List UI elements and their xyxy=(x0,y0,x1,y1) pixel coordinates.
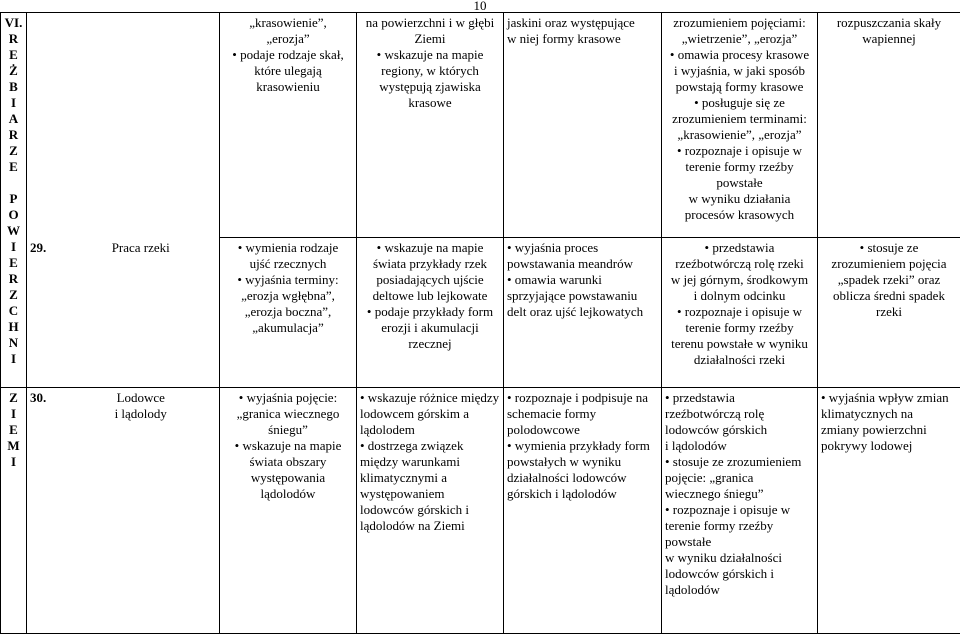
cell-empty xyxy=(27,13,220,238)
section-title-vertical xyxy=(4,31,23,367)
text-line: • dostrzega związek xyxy=(360,438,464,453)
text-line: krasowe xyxy=(408,95,452,110)
section-title-letter: I xyxy=(10,95,17,110)
lesson-topic: Praca rzeki xyxy=(63,238,220,388)
cell-req-advanced xyxy=(504,13,662,238)
req-top-text xyxy=(821,390,957,454)
text-line: klimatycznych na xyxy=(821,406,914,421)
text-line: „krasowienie”, „erozja” xyxy=(677,127,802,142)
text-line: • wymienia rodzaje xyxy=(237,240,339,255)
text-line: działalności rzeki xyxy=(693,352,786,367)
text-line: ujść rzecznych xyxy=(249,256,327,271)
section-title-letter: W xyxy=(7,223,20,238)
text-line: lądolodem xyxy=(360,422,415,437)
text-line: wapiennej xyxy=(862,31,916,46)
text-line: • wyjaśnia wpływ zmian xyxy=(821,390,949,405)
section-title-letter: R xyxy=(8,127,19,142)
text-line: • rozpoznaje i podpisuje na xyxy=(507,390,649,405)
table-row-30 xyxy=(1,388,960,634)
lesson-number: 30. xyxy=(27,388,63,634)
section-title-letter: I xyxy=(10,239,17,254)
text-line: powstałe xyxy=(665,534,712,549)
curriculum-table xyxy=(0,12,960,634)
text-line: krasowieniu xyxy=(256,79,320,94)
text-line: jaskini oraz występujące xyxy=(507,15,635,30)
req-basic-text xyxy=(223,390,353,502)
text-line: • omawia procesy krasowe xyxy=(669,47,810,62)
text-line: na powierzchni i w głębi xyxy=(365,15,495,30)
lesson-topic-line: i lądolody xyxy=(114,406,167,421)
req-extended-text xyxy=(360,390,500,534)
text-line: terenie formy rzeźby xyxy=(685,320,794,335)
text-line: • wskazuje na mapie xyxy=(376,240,484,255)
text-line: lodowców górskich i xyxy=(665,566,775,581)
section-title-letter: H xyxy=(8,319,19,334)
section-title-letter: A xyxy=(8,111,19,126)
section-title-letter: R xyxy=(8,271,19,286)
text-line: zmiany powierzchni xyxy=(821,422,927,437)
text-line: „spadek rzeki” oraz xyxy=(837,272,941,287)
req-basic-text xyxy=(223,240,353,336)
section-title-letter: I xyxy=(10,454,17,469)
text-line: procesów krasowych xyxy=(684,207,795,222)
text-line: • rozpoznaje i opisuje w xyxy=(676,143,803,158)
section-number: VI. xyxy=(4,15,23,30)
text-line: • wskazuje na mapie xyxy=(376,47,484,62)
text-line: • przedstawia xyxy=(704,240,775,255)
text-line: zrozumieniem terminami: xyxy=(672,111,807,126)
section-title-letter: I xyxy=(10,406,17,421)
section-title-letter: M xyxy=(7,438,20,453)
text-line: terenie formy rzeźby xyxy=(685,159,794,174)
text-line: w wyniku działania xyxy=(688,191,791,206)
text-line: • wskazuje różnice między xyxy=(360,390,500,405)
section-title-letter: E xyxy=(9,47,18,62)
text-line: w niej formy krasowe xyxy=(507,31,621,46)
cell-req-high xyxy=(662,13,818,238)
text-line: świata przykłady rzek xyxy=(372,256,488,271)
text-line: • omawia warunki xyxy=(507,272,602,287)
text-line: w wyniku działalności xyxy=(665,550,782,565)
text-line: śniegu” xyxy=(268,422,308,437)
text-line: powstawania meandrów xyxy=(507,256,633,271)
section-title-letter: O xyxy=(8,207,19,222)
text-line: • wskazuje na mapie xyxy=(234,438,342,453)
text-line: • przedstawia xyxy=(665,390,735,405)
text-line: występują zjawiska xyxy=(379,79,481,94)
text-line: „krasowienie”, xyxy=(249,15,327,30)
table-row-continuation xyxy=(1,13,960,238)
section-title-letter: E xyxy=(9,255,18,270)
text-line: wiecznego śniegu” xyxy=(665,486,764,501)
req-high-text xyxy=(665,15,814,223)
lesson-topic-line: Lodowce xyxy=(116,390,165,405)
text-line: Ziemi xyxy=(414,31,446,46)
section-title-letter: Z xyxy=(9,143,18,158)
req-basic-text xyxy=(223,15,353,95)
text-line: „granica wiecznego xyxy=(236,406,340,421)
text-line: lądolodów xyxy=(260,486,316,501)
section-title-letter: B xyxy=(9,79,18,94)
section-title-letter: I xyxy=(10,351,17,366)
text-line: terenu powstałe w wyniku xyxy=(671,336,808,351)
text-line: • rozpoznaje i opisuje w xyxy=(665,502,791,517)
section-title-letter: C xyxy=(8,303,19,318)
text-line: deltowe lub lejkowate xyxy=(372,288,488,303)
text-line: „wietrzenie”, „erozja” xyxy=(681,31,798,46)
lesson-number: 29. xyxy=(27,238,63,388)
text-line: terenie formy rzeźby xyxy=(665,518,774,533)
text-line: lądolodów na Ziemi xyxy=(360,518,465,533)
section-title-letter: Ż xyxy=(9,63,18,78)
text-line: • wyjaśnia proces xyxy=(507,240,599,255)
text-line: „erozja” xyxy=(266,31,310,46)
text-line: „erozja wgłębna”, xyxy=(241,288,335,303)
section-title-letter: E xyxy=(9,422,18,437)
text-line: oblicza średni spadek xyxy=(833,288,945,303)
text-line: rzecznej xyxy=(408,336,452,351)
text-line: lądolodów xyxy=(665,582,720,597)
table-row-29 xyxy=(1,238,960,388)
text-line: erozji i akumulacji xyxy=(381,320,479,335)
text-line: • wyjaśnia pojęcie: xyxy=(238,390,338,405)
text-line: występowaniem xyxy=(360,486,445,501)
cell-req-extended xyxy=(357,13,504,238)
text-line: • wyjaśnia terminy: xyxy=(237,272,339,287)
text-line: które ulegają xyxy=(254,63,322,78)
text-line: zrozumieniem pojęciami: xyxy=(673,15,806,30)
text-line: sprzyjające powstawaniu xyxy=(507,288,638,303)
text-line: • podaje przykłady form xyxy=(366,304,494,319)
req-advanced-text xyxy=(507,15,658,47)
text-line: rzeźbotwórczą rolę xyxy=(665,406,765,421)
page-number: 10 xyxy=(473,0,487,13)
text-line: i lądolodów xyxy=(665,438,727,453)
text-line: polodowcowe xyxy=(507,422,580,437)
text-line: • rozpoznaje i opisuje w xyxy=(676,304,803,319)
text-line: • podaje rodzaje skał, xyxy=(232,47,344,62)
text-line: i dolnym odcinku xyxy=(693,288,786,303)
section-title-letter: P xyxy=(9,191,18,206)
text-line: i wyjaśnia, w jaki sposób xyxy=(673,63,806,78)
text-line: „akumulacja” xyxy=(252,320,324,335)
cell-req-top xyxy=(818,13,960,238)
text-line: rozpuszczania skały xyxy=(836,15,942,30)
text-line: powstają formy krasowe xyxy=(675,79,804,94)
text-line: w jej górnym, środkowym xyxy=(670,272,809,287)
text-line: górskich i lądolodów xyxy=(507,486,617,501)
req-high-text xyxy=(665,240,814,368)
text-line: pokrywy lodowej xyxy=(821,438,913,453)
text-line: świata obszary xyxy=(249,454,327,469)
text-line: • stosuje ze xyxy=(859,240,919,255)
text-line: działalności lodowców xyxy=(507,470,627,485)
text-line: między warunkami xyxy=(360,454,460,469)
text-line: • stosuje ze zrozumieniem xyxy=(665,454,802,469)
text-line: posiadających ujście xyxy=(376,272,484,287)
section-label-cell xyxy=(1,13,27,388)
section-title-letter: N xyxy=(8,335,19,350)
text-line: powstałe xyxy=(716,175,763,190)
req-high-text xyxy=(665,390,814,598)
section-title-letter: E xyxy=(9,159,18,174)
text-line: • posługuje się ze xyxy=(694,95,785,110)
text-line: lodowców górskich xyxy=(665,422,768,437)
text-line: rzeźbotwórczą rolę rzeki xyxy=(675,256,804,271)
section-title-vertical xyxy=(4,390,23,470)
text-line: lodowców górskich i xyxy=(360,502,470,517)
req-top-text xyxy=(821,15,957,47)
text-line: schemacie formy xyxy=(507,406,597,421)
req-advanced-text xyxy=(507,390,658,502)
text-line: klimatycznymi a xyxy=(360,470,448,485)
text-line: regiony, w których xyxy=(381,63,479,78)
text-line: • wymienia przykłady form xyxy=(507,438,650,453)
req-extended-text xyxy=(360,15,500,111)
text-line: zrozumieniem pojęcia xyxy=(831,256,947,271)
req-advanced-text xyxy=(507,240,658,320)
text-line: lodowcem górskim a xyxy=(360,406,470,421)
section-label-cell xyxy=(1,388,27,634)
section-title-letter: Z xyxy=(9,287,18,302)
req-top-text xyxy=(821,240,957,320)
text-line: „erozja boczna”, xyxy=(244,304,332,319)
text-line: występowania xyxy=(250,470,326,485)
section-title-letter: R xyxy=(8,31,19,46)
cell-req-basic xyxy=(220,13,357,238)
section-title-letter xyxy=(4,175,23,191)
section-title-letter: Z xyxy=(9,390,18,405)
text-line: powstałych w wyniku xyxy=(507,454,622,469)
text-line: pojęcie: „granica xyxy=(665,470,754,485)
text-line: delt oraz ujść lejkowatych xyxy=(507,304,644,319)
text-line: rzeki xyxy=(876,304,902,319)
lesson-topic xyxy=(63,388,220,634)
req-extended-text xyxy=(360,240,500,352)
